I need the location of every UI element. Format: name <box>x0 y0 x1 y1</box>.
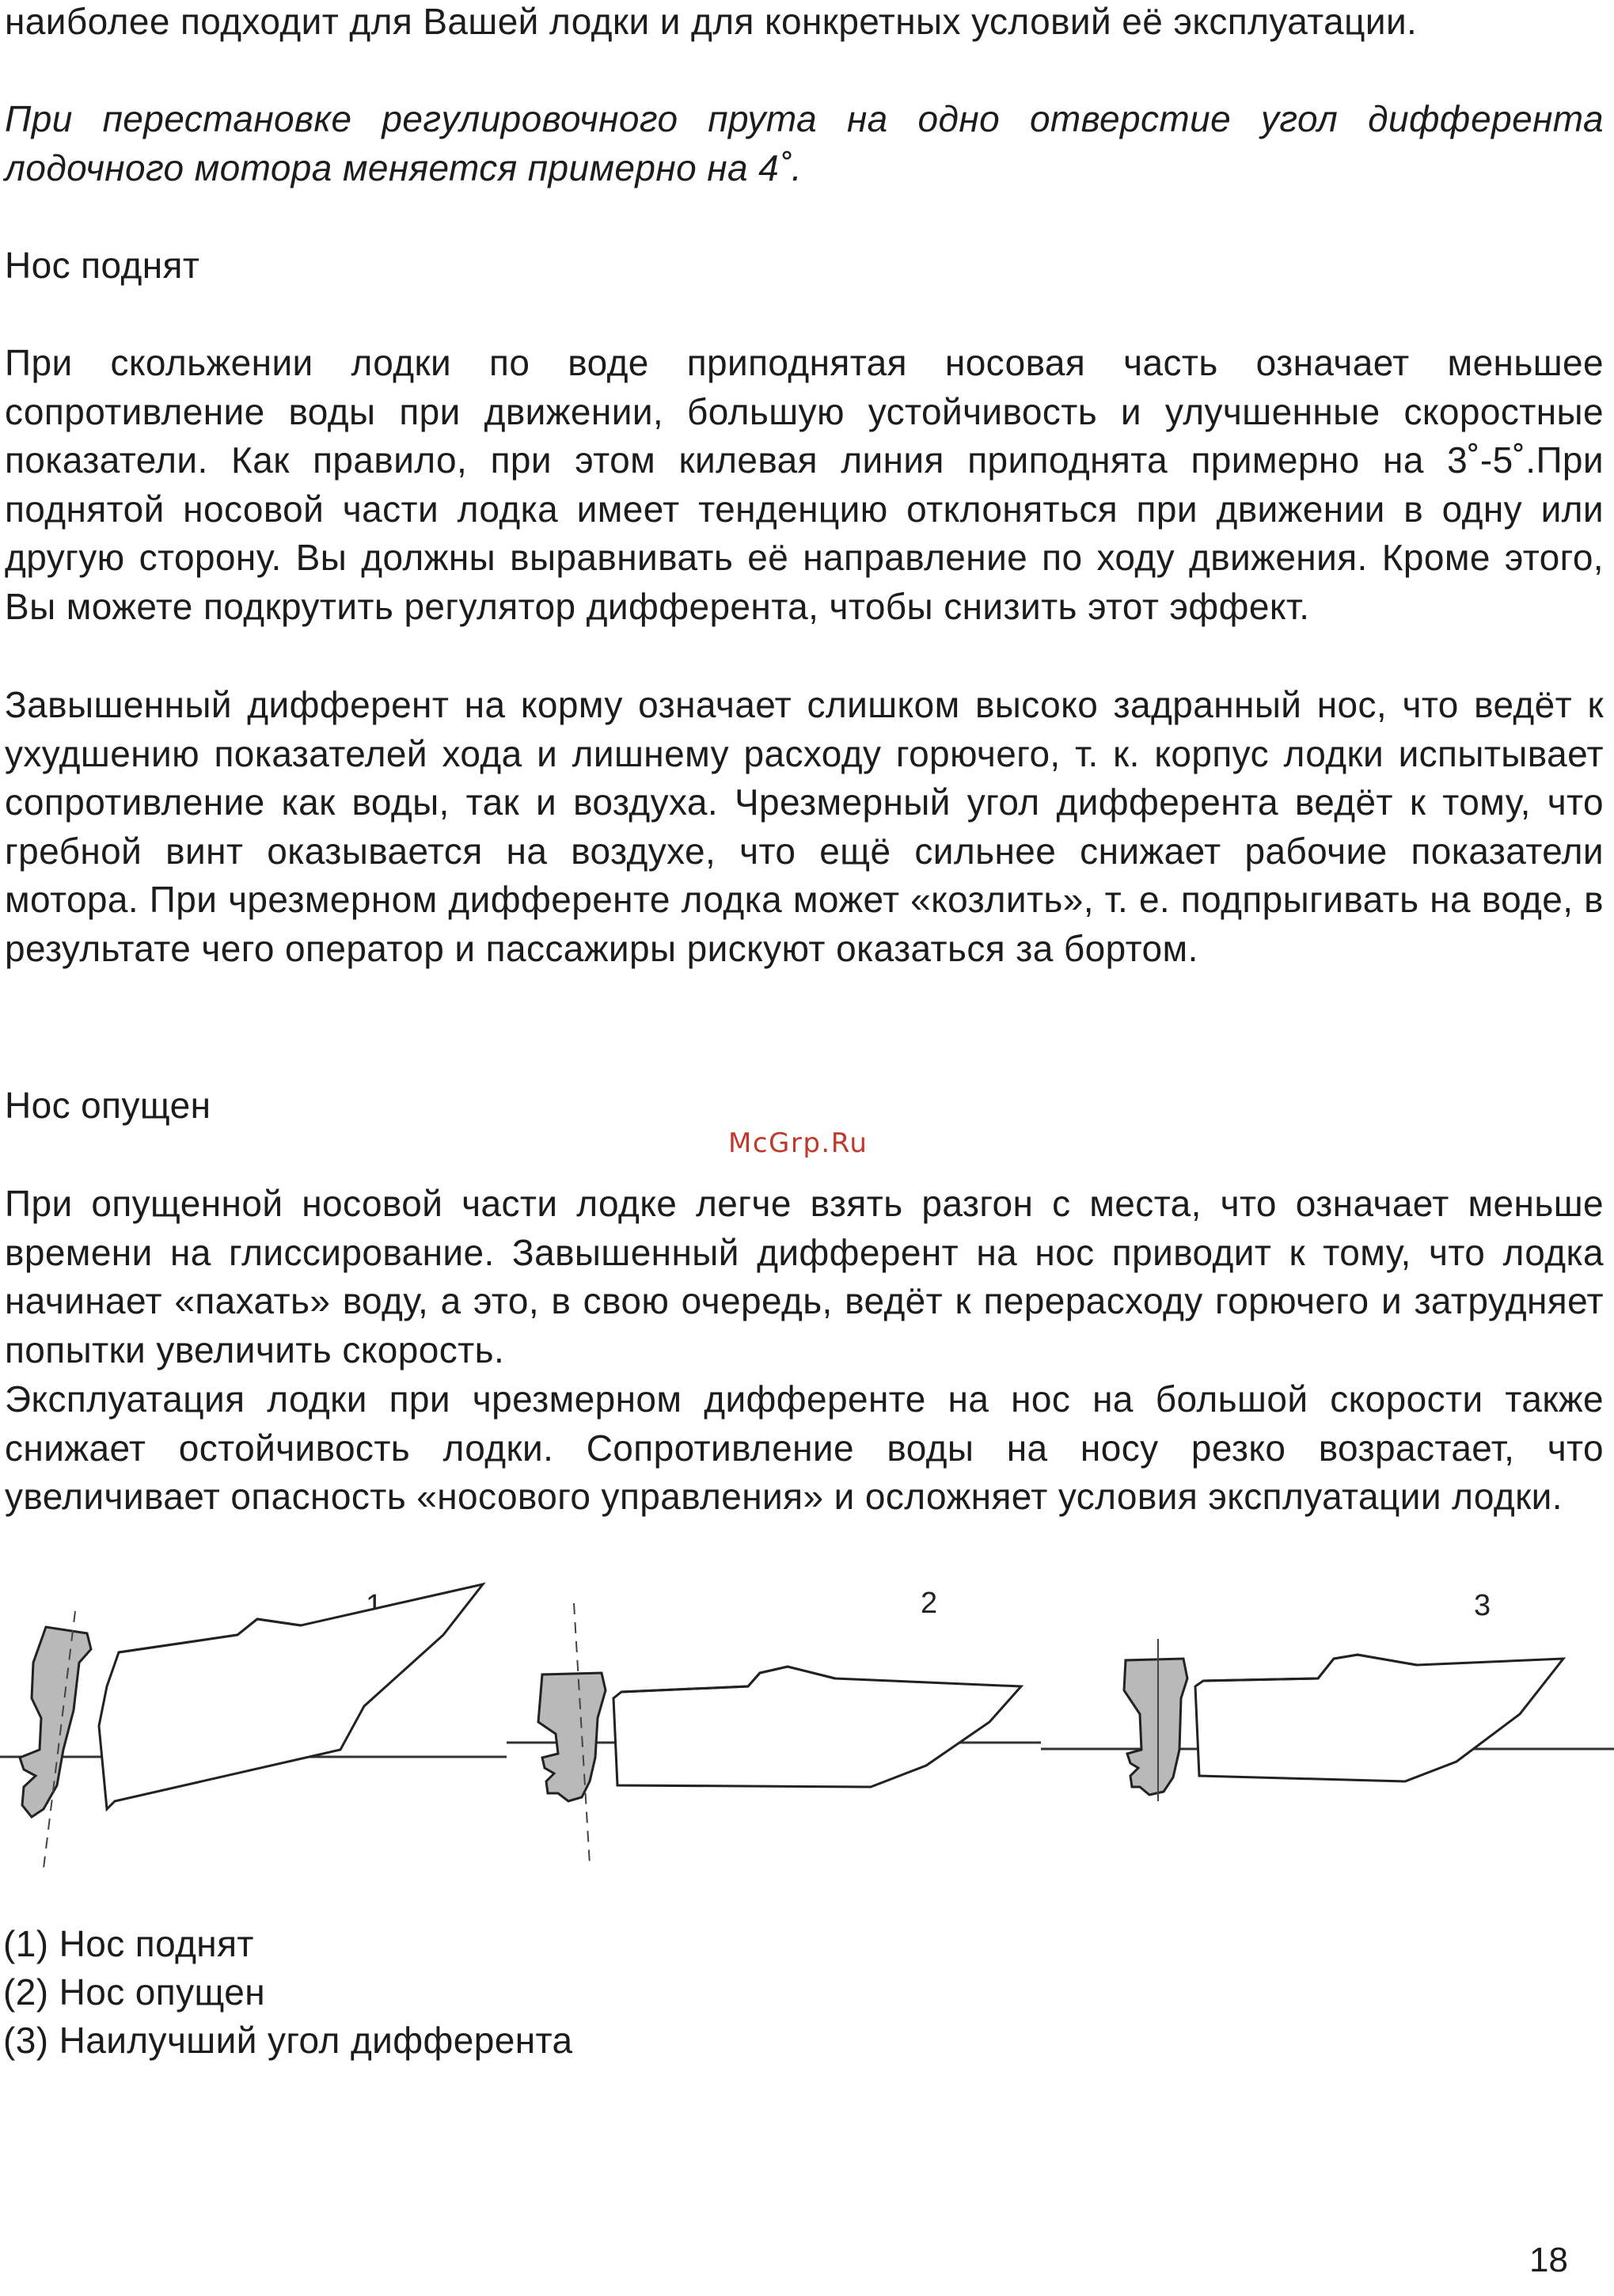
hull-1 <box>99 1584 483 1809</box>
motor-2 <box>538 1673 606 1801</box>
diagram-best-trim <box>1041 1589 1614 1801</box>
figure-label-3: 3 <box>1474 1589 1491 1622</box>
bow-up-paragraph-1: При скольжении лодки по воде приподнятая носовая часть означает меньшее сопротивление воды при движении, большую устойчивость и улучшенные скоростные показатели. Как правило, при этом килевая линия приподнята примерно на 3˚-5˚.При поднятой носовой части лодка имеет тенденцию отклоняться при движении в одну или другую сторону. Вы должны выравнивать её направление по ходу движения. Кроме этого, Вы можете подкрутить регулятор дифферента, чтобы снизить этот эффект. <box>5 342 1604 627</box>
italic-note: При перестановке регулировочного прута на одно отверстие угол дифферента лодочного мотора меняется примерно на 4˚. <box>5 98 1604 188</box>
page-number: 18 <box>1529 2241 1568 2279</box>
motor-1 <box>20 1627 91 1817</box>
diagram-bow-down <box>507 1587 1041 1865</box>
figure-label-1: 1 <box>366 1589 383 1622</box>
bow-down-paragraph-1: При опущенной носовой части лодке легче взять разгон с места, что означает меньше времени на глиссирование. Завышенный дифферент на нос приводит к тому, что лодка начинает «пахать» воду, а это, в свою очередь, ведёт к перерасходу горючего и затрудняет попытки увеличить скорость. <box>5 1183 1604 1370</box>
heading-bow-up: Нос поднят <box>5 245 200 286</box>
bow-up-paragraph-2: Завышенный дифферент на корму означает слишком высоко задранный нос, что ведёт к ухудшению показателей хода и лишнему расходу горючего, т. к. корпус лодки испытывает сопротивление как воды, так и воздуха. Чрезмерный угол дифферента ведёт к тому, что гребной винт оказывается на воздухе, что ещё сильнее снижает рабочие показатели мотора. При чрезмерном дифференте лодка может «козлить», т. е. подпрыгивать на воде, в результате чего оператор и пассажиры рискуют оказаться за бортом. <box>5 684 1604 969</box>
caption-3: (3) Наилучший угол дифферента <box>3 2020 573 2061</box>
figure-label-2: 2 <box>921 1587 938 1620</box>
caption-2: (2) Нос опущен <box>3 1971 265 2013</box>
hull-2 <box>613 1667 1021 1787</box>
bow-down-paragraph-2: Эксплуатация лодки при чрезмерном дифференте на нос на большой скорости также снижает остойчивость лодки. Сопротивление воды на носу резко возрастает, что увеличивает опасность «носового управления» и осложняет условия эксплуатации лодки. <box>5 1378 1604 1517</box>
hull-3 <box>1195 1655 1563 1781</box>
motor-3 <box>1124 1659 1187 1795</box>
trim-angle-figure <box>0 1579 1614 1896</box>
diagram-bow-up <box>0 1584 507 1868</box>
caption-1: (1) Нос поднят <box>3 1923 254 1964</box>
heading-bow-down: Нос опущен <box>5 1085 211 1126</box>
watermark: McGrp.Ru <box>728 1127 868 1159</box>
intro-paragraph: наиболее подходит для Вашей лодки и для конкретных условий её эксплуатации. <box>5 1 1418 42</box>
